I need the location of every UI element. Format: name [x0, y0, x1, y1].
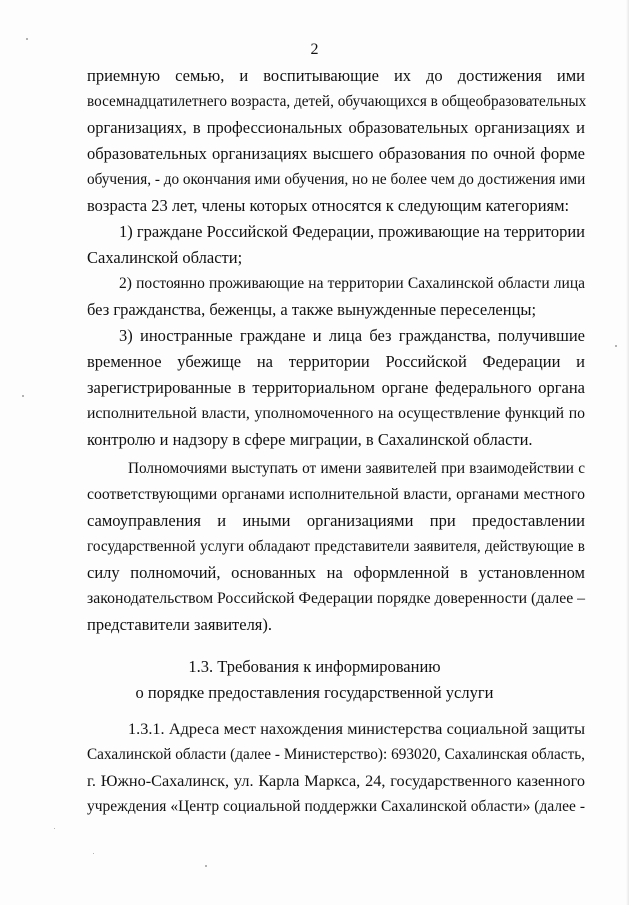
text-line: зарегистрированные в территориальном органе федерального органа — [87, 378, 585, 397]
text-line: 1.3.1. Адреса мест нахождения министерства социальной защиты — [128, 720, 585, 738]
text-line: образовательных организациях высшего образования по очной форме — [87, 144, 585, 163]
scan-speck — [54, 828, 55, 829]
text-line: восемнадцатилетнего возраста, детей, обучающихся в общеобразовательных — [87, 93, 587, 110]
text-line: самоуправления и иными организациями при предоставлении — [87, 511, 585, 530]
text-line: 3) иностранные граждане и лица без гражданства, получившие — [119, 326, 585, 345]
text-line: без гражданства, беженцы, а также вынужденные переселенцы; — [87, 300, 537, 319]
text-line: временное убежище на территории Российской Федерации и — [87, 352, 585, 371]
text-line: силу полномочий, основанных на оформленной в установленном — [87, 563, 585, 582]
text-line: исполнительной власти, уполномоченного на осуществление функций по — [87, 405, 585, 422]
text-line: 1) граждане Российской Федерации, проживающие на территории — [119, 222, 585, 241]
scan-speck — [26, 38, 28, 40]
scan-speck — [205, 865, 207, 867]
text-line: обучения, - до окончания ими обучения, но не более чем до достижения ими — [87, 171, 586, 188]
page-number: 2 — [310, 41, 319, 58]
text-line: организациях, в профессиональных образовательных организациях и — [87, 118, 585, 137]
text-line: возраста 23 лет, члены которых относятся к следующим категориям: — [87, 196, 570, 215]
text-line: Полномочиями выступать от имени заявителей при взаимодействии с — [128, 460, 585, 477]
text-line: 2) постоянно проживающие на территории Сахалинской области лица — [119, 275, 585, 292]
text-line: соответствующими органами исполнительной власти, органами местного — [87, 486, 585, 503]
text-line: приемную семью, и воспитывающие их до достижения ими — [87, 66, 585, 85]
scan-speck — [615, 345, 617, 347]
text-line: Сахалинской области; — [87, 248, 243, 267]
text-line: г. Южно-Сахалинск, ул. Карла Маркса, 24, государственного казенного — [87, 772, 585, 790]
text-line: представители заявителя). — [87, 615, 273, 634]
scan-speck — [93, 853, 94, 854]
section-heading-line-1: 1.3. Требования к информированию — [188, 657, 441, 676]
text-line: законодательством Российской Федерации порядке доверенности (далее – — [87, 590, 585, 607]
text-line: государственной услуги обладают представители заявителя, действующие в — [87, 538, 585, 555]
scan-speck — [22, 395, 24, 397]
text-line: учреждения «Центр социальной поддержки Сахалинской области» (далее - — [87, 798, 585, 815]
text-line: Сахалинской области (далее - Министерство): 693020, Сахалинская область, — [87, 746, 585, 763]
section-heading-line-2: о порядке предоставления государственной услуги — [135, 683, 494, 702]
text-line: контролю и надзору в сфере миграции, в Сахалинской области. — [87, 430, 533, 449]
